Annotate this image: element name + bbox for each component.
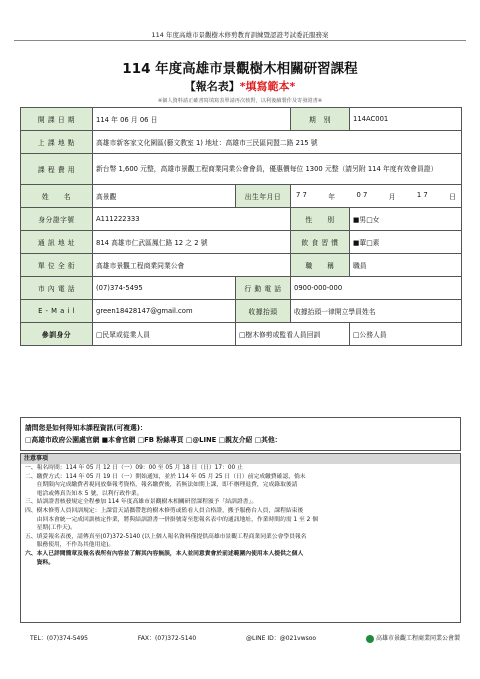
dob-day: 1 7	[416, 191, 428, 199]
period-value[interactable]: 114AC001	[350, 108, 462, 131]
dob-day-unit: 日	[449, 193, 456, 201]
header-divider	[14, 40, 466, 41]
rule-line: 星期(工作天)。	[25, 525, 76, 532]
page-title: 114 年度高雄市景觀樹木相關研習課程	[122, 61, 358, 77]
venue-label: 上 課 地 點	[21, 131, 93, 154]
dob-label: 出生年月日	[236, 185, 291, 208]
rule-line: 在期限內完成繳費者視同放棄報考資格，報名繳費後，若無法如期上課，即不辦理退費，完成錄取後請	[25, 482, 298, 489]
rule-line: 四、樹木修剪人員回訓規定：上課當天請攜帶您的樹木修剪或監看人員合格證，搬予服務台人員，課程結束後	[25, 507, 304, 514]
dob-year-unit: 年	[328, 193, 336, 201]
rule-line: 三、結訓證書核發規定全程參加 114 年度高雄市景觀樹木相關研習課程頒予「結訓證書」。	[25, 499, 258, 506]
dob-month-unit: 月	[388, 193, 396, 201]
page-footer	[30, 633, 460, 643]
receipt-label: 收據抬頭	[236, 300, 291, 323]
date-value[interactable]: 114 年 06 月 06 日	[93, 108, 291, 131]
diet-label: 飲 食 習 慣	[291, 231, 350, 254]
gender-value[interactable]: ■男□女	[350, 208, 462, 231]
name-label: 姓 名	[21, 185, 93, 208]
document-header: 114 年度高雄市景觀樹木修剪教育訓練暨認證考試委託服務案	[151, 31, 329, 39]
address-label: 通 訊 地 址	[21, 231, 93, 254]
row-course-date	[21, 108, 462, 131]
date-label: 開 課 日 期	[21, 108, 93, 131]
row-email	[21, 300, 462, 323]
dob-month: 0 7	[356, 191, 368, 199]
rule-line: 由回本會統一完成回訓核定作業，將與結訓證書一併掛號寄至您報名表中的通訊地址，作業時間約需 1 至 2 個	[25, 516, 318, 523]
receipt-value[interactable]: 收據抬頭一律開立學員姓名	[291, 300, 462, 323]
row-fee	[21, 154, 462, 185]
rule-line: 五、填妥報名表後，請傳真至(07)372-5140 (以上個人報名資料僅提供高雄市景觀工程商業同業公會學員報名	[25, 533, 307, 540]
footer-tel: TEL：(07)374-5495	[30, 635, 89, 643]
row-identity	[21, 323, 462, 346]
identity-label: 參訓身分	[21, 323, 93, 346]
rule-line: 六、本人已詳閱簡章及報名表所有內容並了解其內容無誤，本人並同意貴會於前述範圍內使用本人提供之個人	[25, 550, 304, 557]
id-value[interactable]: A111222333	[93, 208, 291, 231]
org-logo-icon	[366, 635, 374, 643]
mobile-value[interactable]: 0900-000-000	[291, 277, 462, 300]
fee-label: 課 程 費 用	[21, 154, 93, 185]
footer-line: @LINE ID：@021vwsoo	[246, 635, 317, 643]
job-title-value[interactable]: 職員	[350, 254, 462, 277]
info-source-box	[20, 417, 461, 451]
subtitle-sample-tag: *填寫範本*	[239, 80, 296, 93]
address-value[interactable]: 814 高雄市仁武區鳳仁路 12 之 2 號	[93, 231, 291, 254]
dob-year: 7 7	[296, 191, 307, 199]
form-subtitle	[0, 78, 480, 94]
id-label: 身分證字號	[21, 208, 93, 231]
registration-form-table	[20, 107, 462, 346]
rule-line: 服務使用，不作為其他用途)。	[25, 542, 115, 549]
job-title-label: 職 稱	[291, 254, 350, 277]
info-source-question: 請問您是如何得知本課程資訊(可複選)：	[25, 424, 147, 432]
footer-org-name: 高雄市景觀工程商業同業公會製	[375, 635, 460, 642]
name-value[interactable]: 高景觀	[93, 185, 236, 208]
venue-value[interactable]: 高雄市新客家文化園區(藝文教室 1) 地址：高雄市三民區同盟二路 215 號	[93, 131, 462, 154]
rule-line: 一、報名時間：114 年 05 月 12 日（一）09：00 至 05 月 18 日（日）17：00 止	[25, 465, 243, 471]
rule-line: 電洽或傳真告知本 5 號，以利行政作業。	[25, 490, 143, 497]
row-venue	[21, 131, 462, 154]
period-label: 期 別	[291, 108, 350, 131]
row-phone	[21, 277, 462, 300]
subtitle-main: 【報名表】	[184, 80, 240, 93]
org-label: 單 位 全 衔	[21, 254, 93, 277]
privacy-note: ※個人資料請正確書寫填寫表單請再次核對，以利後續製作及寄發證書※	[157, 98, 323, 104]
rules-title: 注意事項	[21, 454, 460, 464]
dob-value[interactable]	[291, 185, 462, 208]
row-address	[21, 231, 462, 254]
rule-line: 資料。	[25, 559, 54, 566]
identity-option-public[interactable]: □民眾或從業人員	[93, 323, 236, 346]
footer-org	[366, 633, 460, 643]
rule-line: 二、繳費方式：114 年 05 月 19 日（一）開始通知，並於 114 年 05 月 25 日（日）前完成繳費確認，倘未	[25, 473, 306, 480]
phone-value[interactable]: (07)374-5495	[93, 277, 236, 300]
rules-box	[20, 453, 461, 623]
diet-value[interactable]: ■葷□素	[350, 231, 462, 254]
email-label: E - M a i l	[21, 300, 93, 323]
phone-label: 市 內 電 話	[21, 277, 93, 300]
org-value[interactable]: 高雄市景觀工程商業同業公會	[93, 254, 291, 277]
mobile-label: 行 動 電 話	[236, 277, 291, 300]
footer-fax: FAX：(07)372-5140	[137, 635, 197, 643]
email-value[interactable]: green18428147@gmail.com	[93, 300, 236, 323]
info-source-options[interactable]: □高雄市政府公園處官網 ■本會官網 □FB 粉絲專頁 □@LINE □親友介紹 □其他：	[25, 436, 282, 444]
row-name	[21, 185, 462, 208]
gender-label: 性 別	[291, 208, 350, 231]
row-id	[21, 208, 462, 231]
identity-option-retraining[interactable]: □樹木修剪或監看人員回訓	[236, 323, 350, 346]
identity-option-civil-servant[interactable]: □公務人員	[350, 323, 462, 346]
row-organization	[21, 254, 462, 277]
fee-value: 新台幣 1,600 元整，高雄市景觀工程商業同業公會會員，優惠價每位 1300 元整（請另附 114 年度有效會員證）	[93, 154, 462, 185]
